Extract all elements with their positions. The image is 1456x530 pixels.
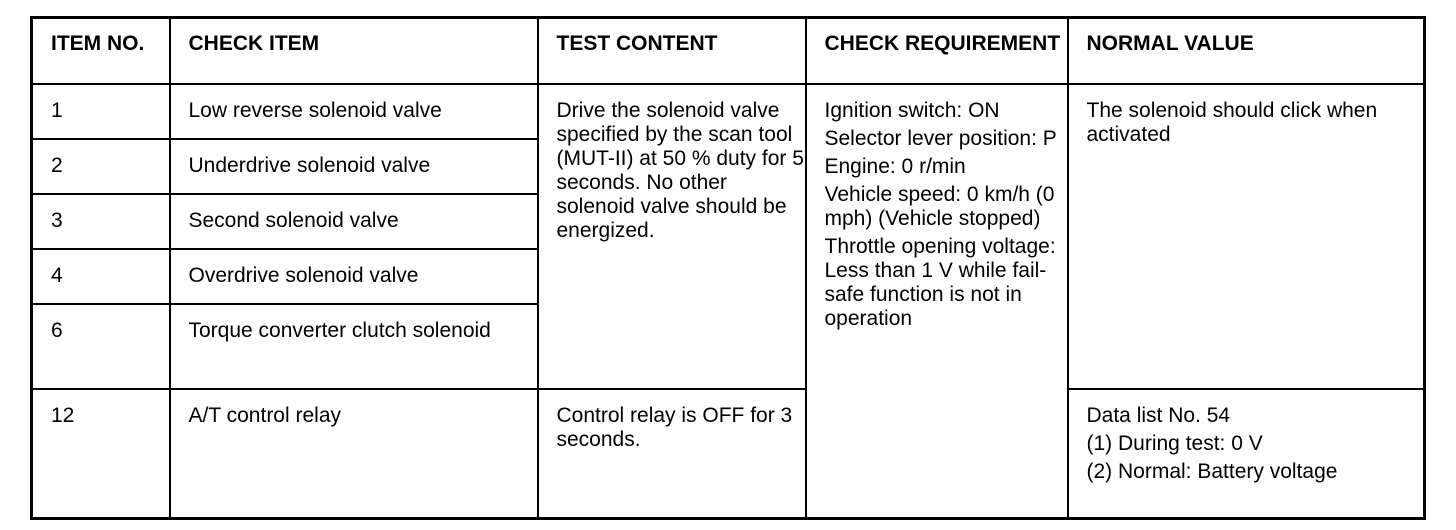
inspection-table: [30, 16, 1426, 520]
requirement-line: Ignition switch: ON: [824, 98, 1000, 122]
item-number: 6: [32, 304, 170, 389]
normal-value-solenoids: The solenoid should click when activated: [1068, 84, 1425, 389]
header-test-content: TEST CONTENT: [538, 18, 806, 84]
normal-value-relay: [1068, 389, 1425, 519]
check-item-name: Underdrive solenoid valve: [170, 139, 538, 194]
table-row: [32, 389, 1425, 519]
check-item-name: Low reverse solenoid valve: [170, 84, 538, 139]
normal-value-line: Data list No. 54: [1086, 403, 1231, 427]
item-number: 1: [32, 84, 170, 139]
check-item-name: A/T control relay: [170, 389, 538, 519]
check-item-name: Overdrive solenoid valve: [170, 249, 538, 304]
requirement-line: Selector lever position: P: [824, 126, 1057, 150]
requirement-line: Throttle opening voltage: Less than 1 V while fail-safe function is not in operation: [824, 234, 1056, 330]
check-requirement-cell: [806, 84, 1068, 519]
requirement-line: Vehicle speed: 0 km/h (0 mph) (Vehicle stopped): [824, 182, 1055, 230]
header-check-requirement: CHECK REQUIREMENT: [806, 18, 1068, 84]
requirement-line: Engine: 0 r/min: [824, 154, 966, 178]
test-content-solenoids: Drive the solenoid valve specified by the scan tool (MUT-II) at 50 % duty for 5 seconds. No other solenoid valve should be energized.: [538, 84, 806, 389]
header-normal-value: NORMAL VALUE: [1068, 18, 1425, 84]
item-number: 12: [32, 389, 170, 519]
header-row: [32, 18, 1425, 84]
normal-value-line: (1) During test: 0 V: [1086, 431, 1263, 455]
check-item-name: Second solenoid valve: [170, 194, 538, 249]
item-number: 2: [32, 139, 170, 194]
test-content-relay: Control relay is OFF for 3 seconds.: [538, 389, 806, 519]
normal-value-line: (2) Normal: Battery voltage: [1086, 459, 1338, 483]
header-check-item: CHECK ITEM: [170, 18, 538, 84]
item-number: 4: [32, 249, 170, 304]
check-item-name: Torque converter clutch solenoid: [170, 304, 538, 389]
header-item-no: ITEM NO.: [32, 18, 170, 84]
item-number: 3: [32, 194, 170, 249]
table-row: [32, 84, 1425, 139]
